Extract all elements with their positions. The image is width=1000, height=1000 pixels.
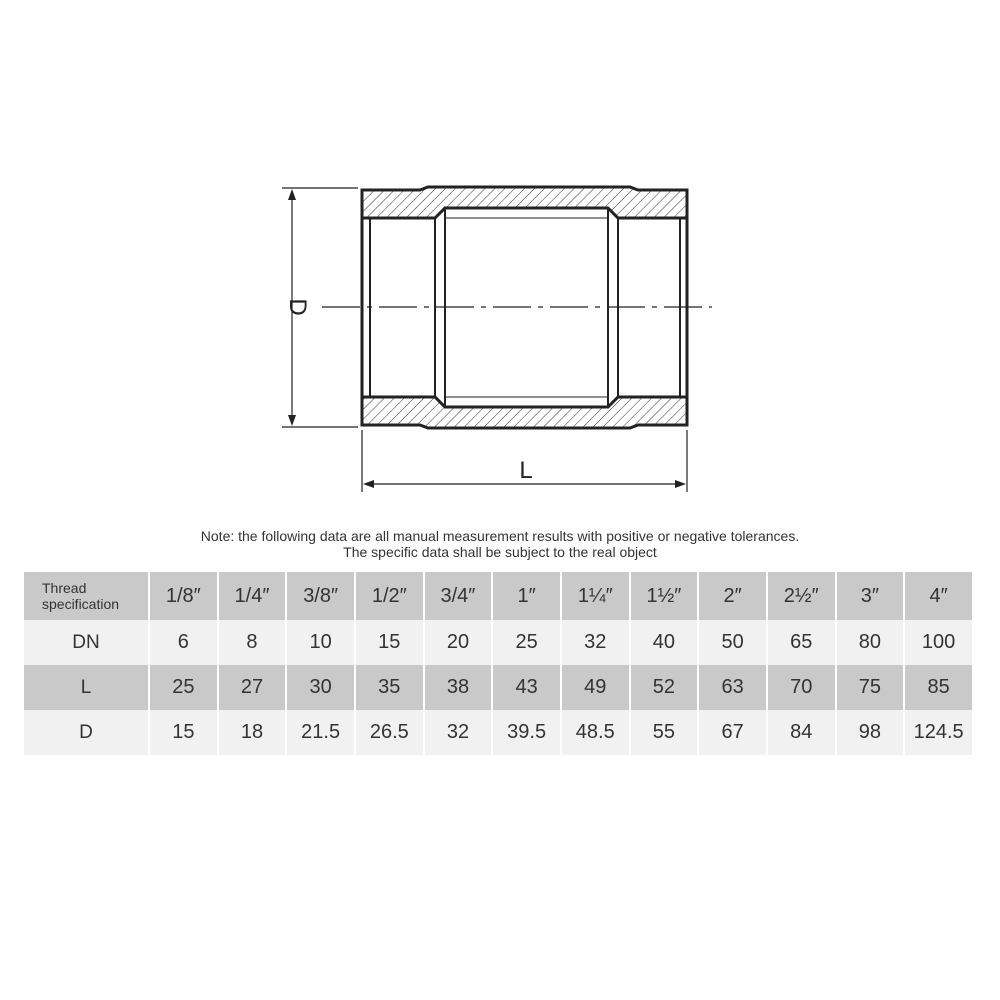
value-cell: 8 xyxy=(219,620,286,665)
measurement-note-subline: The specific data shall be subject to the real object xyxy=(343,544,657,560)
value-cell: 32 xyxy=(562,620,629,665)
row-label: L xyxy=(24,665,148,710)
thread-size-cell: 1½″ xyxy=(631,572,698,620)
value-cell: 6 xyxy=(150,620,217,665)
value-cell: 75 xyxy=(837,665,904,710)
dimension-d-label: D xyxy=(284,298,311,316)
table-row xyxy=(24,665,972,710)
value-cell: 84 xyxy=(768,710,835,755)
header-row xyxy=(24,572,972,620)
row-label: DN xyxy=(24,620,148,665)
thread-size-cell: 1/4″ xyxy=(219,572,286,620)
value-cell: 124.5 xyxy=(905,710,972,755)
value-cell: 32 xyxy=(425,710,492,755)
value-cell: 15 xyxy=(356,620,423,665)
value-cell: 27 xyxy=(219,665,286,710)
value-cell: 21.5 xyxy=(287,710,354,755)
value-cell: 98 xyxy=(837,710,904,755)
value-cell: 25 xyxy=(150,665,217,710)
specification-table xyxy=(22,572,974,755)
thread-size-cell: 2″ xyxy=(699,572,766,620)
value-cell: 35 xyxy=(356,665,423,710)
value-cell: 55 xyxy=(631,710,698,755)
thread-size-cell: 1/2″ xyxy=(356,572,423,620)
bottom-wall-section xyxy=(362,397,687,428)
value-cell: 26.5 xyxy=(356,710,423,755)
value-cell: 100 xyxy=(905,620,972,665)
value-cell: 38 xyxy=(425,665,492,710)
value-cell: 85 xyxy=(905,665,972,710)
value-cell: 18 xyxy=(219,710,286,755)
thread-size-cell: 1″ xyxy=(493,572,560,620)
thread-size-cell: 1/8″ xyxy=(150,572,217,620)
value-cell: 67 xyxy=(699,710,766,755)
value-cell: 50 xyxy=(699,620,766,665)
thread-size-cell: 2½″ xyxy=(768,572,835,620)
value-cell: 48.5 xyxy=(562,710,629,755)
value-cell: 65 xyxy=(768,620,835,665)
value-cell: 70 xyxy=(768,665,835,710)
value-cell: 20 xyxy=(425,620,492,665)
value-cell: 30 xyxy=(287,665,354,710)
value-cell: 40 xyxy=(631,620,698,665)
value-cell: 80 xyxy=(837,620,904,665)
top-wall-section xyxy=(362,187,687,218)
value-cell: 10 xyxy=(287,620,354,665)
value-cell: 25 xyxy=(493,620,560,665)
value-cell: 43 xyxy=(493,665,560,710)
thread-size-cell: 4″ xyxy=(905,572,972,620)
value-cell: 52 xyxy=(631,665,698,710)
measurement-note: Note: the following data are all manual measurement results with positive or negative tolerances. xyxy=(200,528,800,544)
table-row xyxy=(24,620,972,665)
value-cell: 39.5 xyxy=(493,710,560,755)
value-cell: 63 xyxy=(699,665,766,710)
table-row xyxy=(24,710,972,755)
thread-size-cell: 3/4″ xyxy=(425,572,492,620)
thread-spec-header: Thread specification xyxy=(24,572,148,620)
value-cell: 15 xyxy=(150,710,217,755)
thread-size-cell: 3/8″ xyxy=(287,572,354,620)
value-cell: 49 xyxy=(562,665,629,710)
thread-size-cell: 1¼″ xyxy=(562,572,629,620)
thread-size-cell: 3″ xyxy=(837,572,904,620)
row-label: D xyxy=(24,710,148,755)
dimension-l-label: L xyxy=(519,457,533,484)
